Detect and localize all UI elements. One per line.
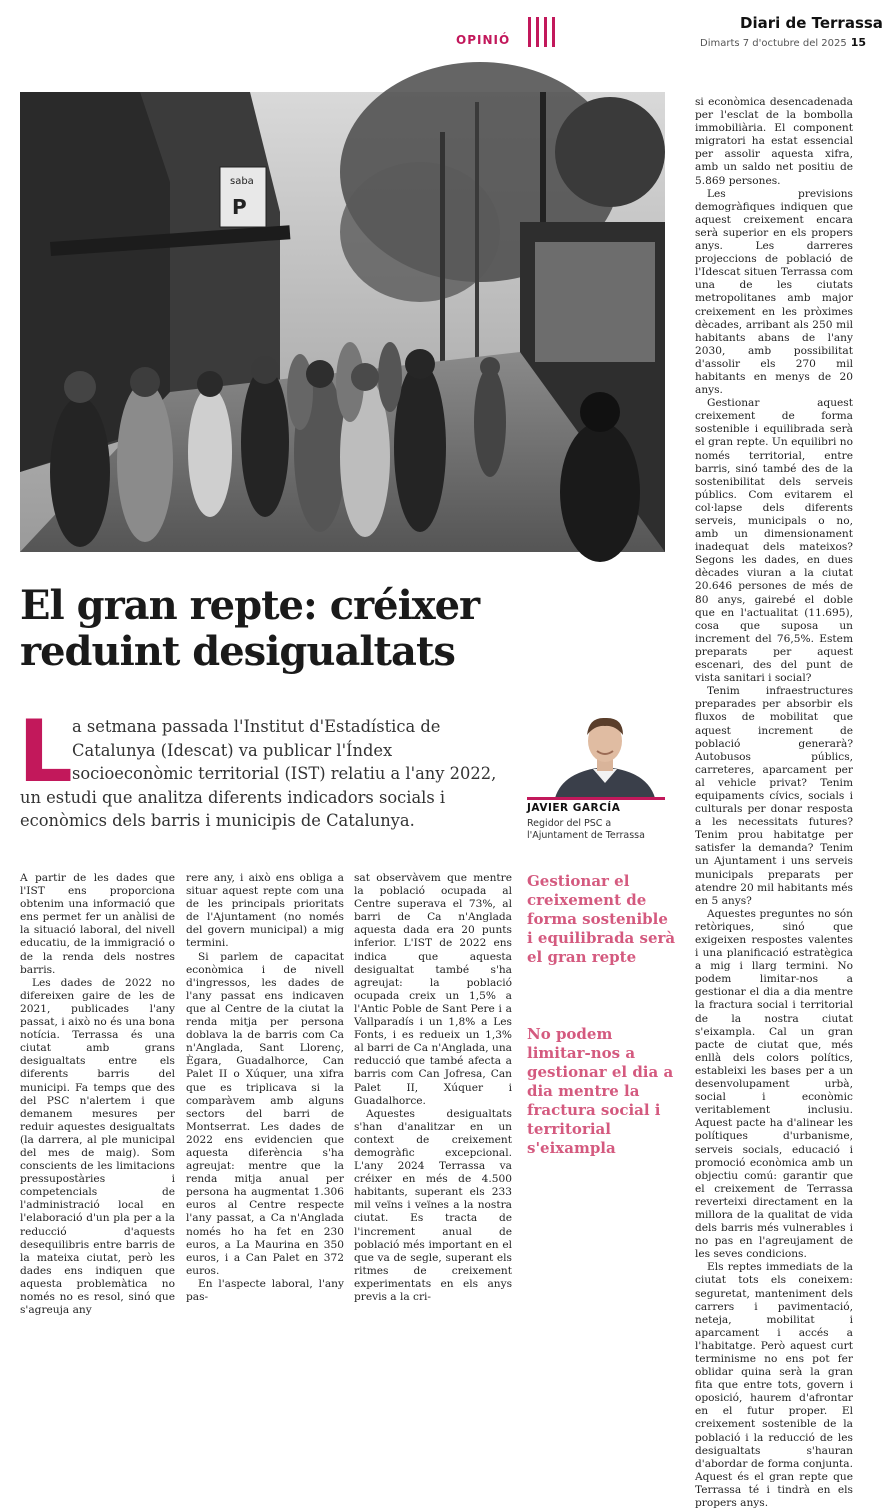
paragraph: rere any, i això ens obliga a situar aquest repte com una de les principals prioritats de l'Ajuntament (no només del govern municipal) a mig termini. (186, 872, 344, 950)
paragraph: Si parlem de capacitat econòmica i de nivell d'ingressos, les dades de l'any passat ens indicaven que al Centre de la ciutat la renda mitja per persona doblava la de barris com Ca n'Anglada, Sant Llorenç, Ègara, Guadalhorce, Can Palet II o Xúquer, una xifra que es triplicava si la comparàvem amb alguns sectors del barri de Montserrat. Les dades de 2022 ens evidencien que aquesta diferència s'ha agreujat: mentre que la renda mitja anual per persona ha augmentat 1.306 euros al Centre respecte l'any passat, a Ca n'Anglada només ho ha fet en 230 euros, a La Maurina en 350 euros, i a Can Palet en 372 euros. (186, 950, 344, 1277)
article-headline: El gran repte: créixer reduint desigualtats (20, 582, 480, 675)
body-column-4 (695, 96, 853, 1510)
pull-quote-2: No podem limitar-nos a gestionar el dia a dia mentre la fractura social i territorial s'eixampla (527, 1025, 674, 1157)
pull-quote-1: Gestionar el creixement de forma sostenible i equilibrada serà el gran repte (527, 872, 676, 966)
paragraph: Les dades de 2022 no difereixen gaire de les de 2021, publicades l'any passat, i això no és una bona notícia. Terrassa és una ciutat amb grans desigualtats entre els diferents barris del municipi. Fa temps que des del PSC n'alertem i que demanem mesures per reduir aquestes desigualtats (la darrera, al ple municipal del mes de maig). Som conscients de les limitacions pressupostàries i competencials de l'administració local en l'elaboració d'un pla per a la reducció d'aquests desequilibris entre barris de la mateixa ciutat, però les dades ens indiquen que aquesta problemàtica no només no es resol, sinó que s'agreuja any (20, 976, 175, 1317)
article-photo (20, 92, 665, 552)
lead-text: a setmana passada l'Institut d'Estadística de Catalunya (Idescat) va publicar l'Índex socioeconòmic territorial (IST) relatiu a l'any 2022, un estudi que analitza diferents indicadors socials i econòmics dels barris i municipis de Catalunya. (20, 717, 497, 830)
body-column-3 (354, 872, 512, 1303)
paragraph: Tenim infraestructures preparades per absorbir els fluxos de mobilitat que aquest increment de població generarà? Autobusos públics, carreteres, aparcament per al vehicle privat? Tenim equipaments cívics, socials i culturals per donar resposta a les necessitats futures? Tenim prou habitatge per satisfer la demanda? Tenim un Ajuntament i uns serveis municipals preparats per atendre 20 mil habitants més en 5 anys? (695, 685, 853, 907)
paragraph: Aquestes preguntes no són retòriques, sinó que exigeixen respostes valentes i una planificació estratègica a mig i llarg termini. No podem limitar-nos a gestionar el dia a dia mentre la fractura social i territorial de la nostra ciutat s'eixampla. Cal un gran pacte de ciutat que, més enllà dels colors polítics, estableixi les bases per a un desenvolupament urbà, social i econòmic veritablement inclusiu. Aquest pacte ha d'alinear les polítiques d'urbanisme, serveis socials, educació i promoció econòmica amb un objectiu comú: garantir que el creixement de Terrassa reverteixi directament en la millora de la qualitat de vida dels barris més vulnerables i no pas en l'agreujament de les seves condicions. (695, 907, 853, 1261)
author-role: Regidor del PSC a l'Ajuntament de Terrassa (527, 818, 645, 841)
body-column-2 (186, 872, 344, 1303)
author-rule (527, 797, 665, 800)
sign-letter: P (232, 195, 247, 219)
paragraph: En l'aspecte laboral, l'any pas- (186, 1277, 344, 1303)
section-label: OPINIÓ (456, 33, 511, 47)
paragraph: Els reptes immediats de la ciutat tots els coneixem: seguretat, manteniment dels carrers i pavimentació, neteja, mobilitat i aparcament i accés a l'habitatge. Però aquest curt terminisme no ens pot fer oblidar quina serà la gran fita que entre tots, govern i oposició, haurem d'afrontar en el futur proper. El creixement sostenible de la població i la reducció de les desigualtats s'hauran d'abordar de forma conjunta. Aquest és el gran repte que Terrassa té i tindrà en els propers anys. (695, 1261, 853, 1510)
paragraph: si econòmica desencadenada per l'esclat de la bombolla immobiliària. El component migratori ha estat essencial per assolir aquesta xifra, amb un saldo net positiu de 5.869 persones. (695, 96, 853, 187)
dropcap-text: L (18, 702, 73, 802)
page-header (0, 0, 883, 60)
paragraph: A partir de les dades que l'IST ens proporciona obtenim una informació que ens permet fer un anàlisi de la situació laboral, del nivell educatiu, de la immigració o de la renda dels nostres barris. (20, 872, 175, 976)
section-bars-ornament (528, 17, 560, 47)
masthead-logo: Diari de Terrassa (740, 14, 883, 32)
body-column-1 (20, 872, 175, 1317)
paragraph: Les previsions demogràfiques indiquen que aquest creixement encara serà superior en els propers anys. Les darreres projeccions de població de l'Idescat situen Terrassa com una de les ciutats metropolitanes amb major creixement en les pròximes dècades, arribant als 250 mil habitants abans de l'any 2030, amb possibilitat d'assolir els 270 mil habitants en menys de 20 anys. (695, 187, 853, 397)
publication-date: Dimarts 7 d'octubre del 2025 (700, 38, 847, 49)
author-name: JAVIER GARCÍA (527, 802, 621, 814)
page-number: 15 (850, 36, 867, 49)
paragraph: Aquestes desigualtats s'han d'analitzar en un context de creixement demogràfic excepcional. L'any 2024 Terrassa va créixer en més de 4.500 habitants, superant els 233 mil veïns i veïnes a la nostra ciutat. Es tracta de l'increment anual de població més important en el que va de segle, superant els ritmes de creixement experimentats en els anys previs a la cri- (354, 1107, 512, 1303)
dateline (700, 36, 866, 49)
paragraph: sat observàvem que mentre la població ocupada al Centre superava el 73%, al barri de Ca n'Anglada aquesta dada era 20 punts inferior. L'IST de 2022 ens indica que aquesta desigualtat també s'ha agreujat: la població ocupada creix un 1,5% a l'Antic Poble de Sant Pere i a Vallparadís i un 1,8% a Les Fonts, i es redueix un 1,3% al barri de Ca n'Anglada, una reducció que també afecta a barris com Can Jofresa, Can Palet II, Xúquer i Guadalhorce. (354, 872, 512, 1107)
paragraph: Gestionar aquest creixement de forma sostenible i equilibrada serà el gran repte. Un equilibri no només territorial, entre barris, sinó també des de la sostenibilitat dels serveis públics. Com evitarem el col·lapse dels diferents serveis, municipals o no, amb un dimensionament inadequat dels mateixos? Segons les dades, en dues dècades viuran a la ciutat 20.646 persones de més de 80 anys, gairebé el doble que en l'actualitat (11.695), cosa que suposa un increment del 76,5%. Estem preparats per aquest escenari, des del punt de vista sanitari i social? (695, 397, 853, 685)
author-portrait (545, 713, 665, 798)
article-lead (20, 715, 515, 833)
sign-brand: saba (230, 176, 254, 187)
